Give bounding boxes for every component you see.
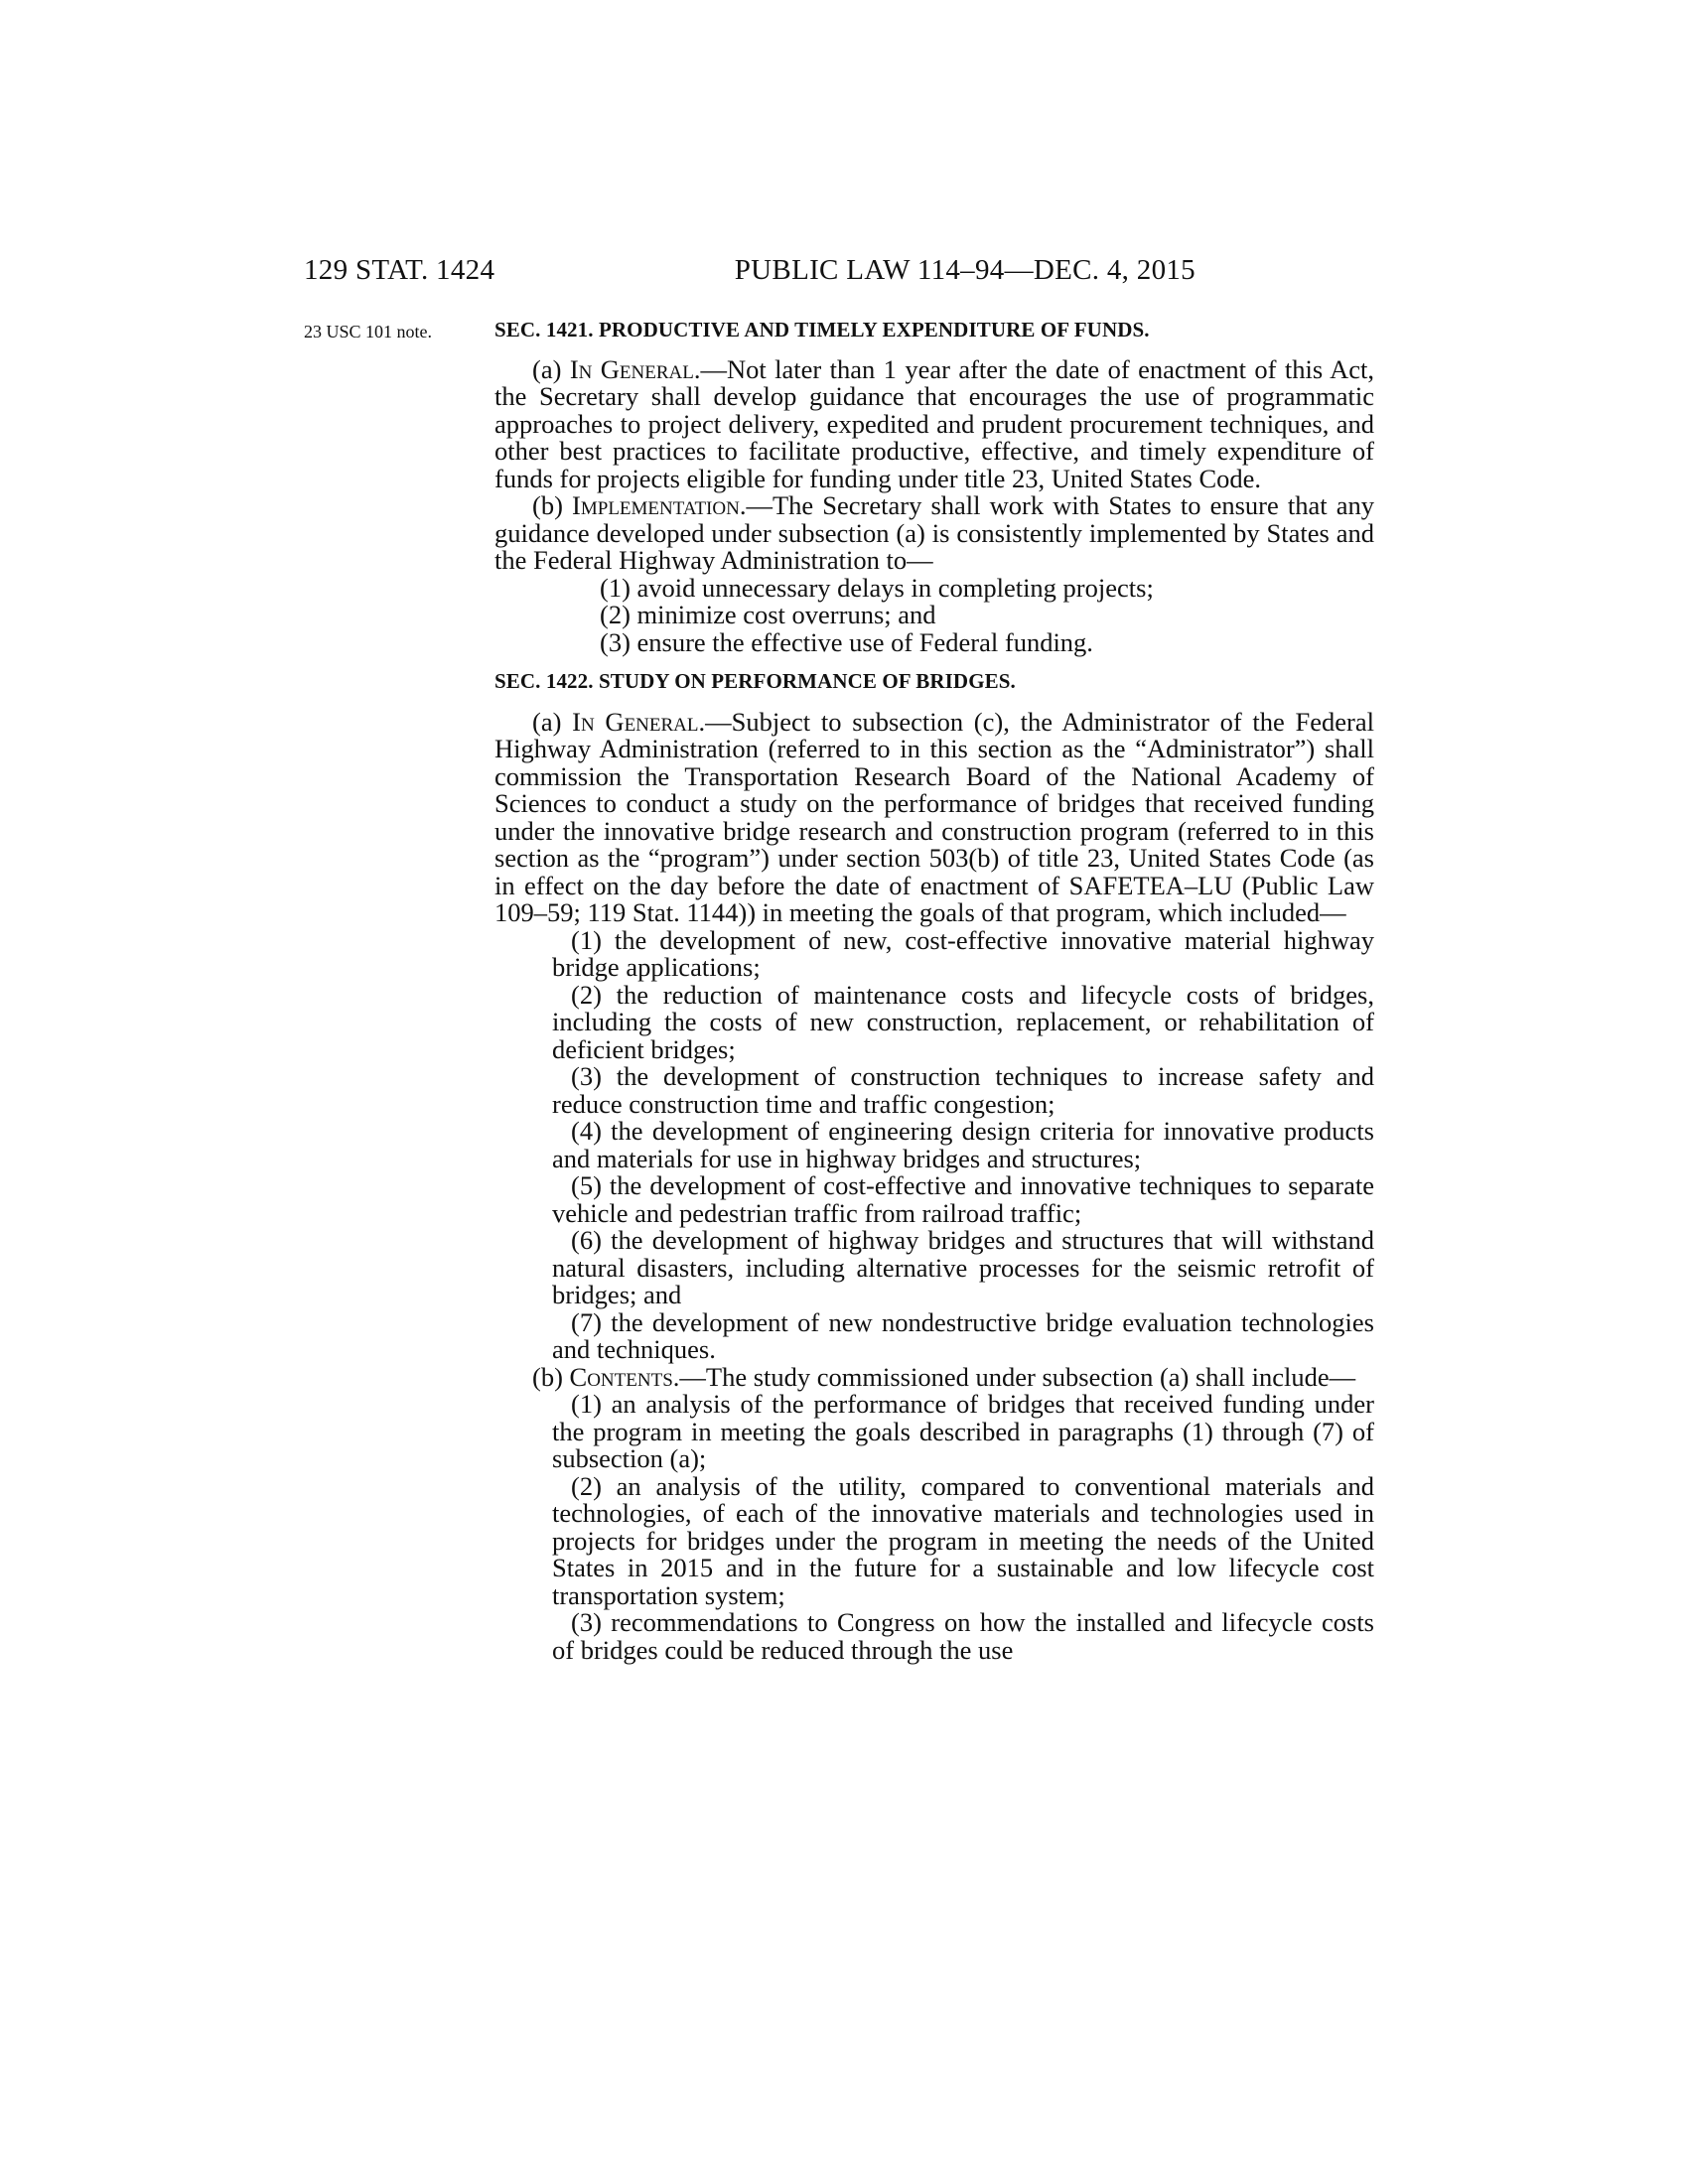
running-header (304, 250, 1196, 290)
subsection-text: .—The Secretary shall work with States to ensure that any guidance developed under subsection (a) is consistently implemented by States and the Federal Highway Administration to— (494, 490, 1374, 575)
subsection-label: (a) (532, 353, 570, 384)
section-1421-subsection-a (494, 353, 1374, 493)
section-1421-item-2: (2) minimize cost overruns; and (600, 600, 936, 629)
section-1421-subsection-b (494, 492, 1374, 575)
public-law-reference: PUBLIC LAW 114–94—DEC. 4, 2015 (734, 254, 1196, 286)
section-1422-b-paragraph-2: (2) an analysis of the utility, compared to conventional materials and technologies, of each of the innovative materials and technologies used in projects for bridges under the program in meeting the needs of the United States in 2015 and in the future for a sustainable and low lifecycle cost transportation system; (552, 1470, 1374, 1610)
subsection-title: Implementation (572, 490, 740, 520)
usc-margin-note: 23 USC 101 note. (304, 322, 433, 341)
subsection-label: (a) (532, 706, 573, 737)
section-1421-item-1: (1) avoid unnecessary delays in completing projects; (600, 572, 1154, 603)
section-1422-a-paragraph-7: (7) the development of new nondestructive bridge evaluation technologies and techniques. (552, 1306, 1374, 1364)
section-1422-a-paragraph-6: (6) the development of highway bridges and structures that will withstand natural disasters, including alternative processes for the seismic retrofit of bridges; and (552, 1225, 1374, 1309)
section-1421-heading: SEC. 1421. PRODUCTIVE AND TIMELY EXPENDITURE OF FUNDS. (494, 318, 1150, 341)
section-1422-heading: SEC. 1422. STUDY ON PERFORMANCE OF BRIDGES. (494, 669, 1016, 693)
section-1422-a-paragraph-4: (4) the development of engineering design criteria for innovative products and materials for use in highway bridges and structures; (552, 1116, 1374, 1173)
subsection-text: .—Subject to subsection (c), the Administrator of the Federal Highway Administration (referred to in this section as the “Administrator”) shall commission the Transportation Research Board of the National Academy of Sciences to conduct a study on the performance of bridges that received funding under the innovative bridge research and construction program (referred to in this section as the “program”) under section 503(b) of title 23, United States Code (as in effect on the day before the date of enactment of SAFETEA–LU (Public Law 109–59; 119 Stat. 1144)) in meeting the goals of that program, which included— (494, 706, 1374, 927)
subsection-title: Contents (569, 1361, 673, 1392)
subsection-label: (b) (532, 1361, 570, 1392)
section-1422-subsection-a (494, 706, 1374, 927)
section-1422-b-paragraph-1: (1) an analysis of the performance of bridges that received funding under the program in meeting the goals described in paragraphs (1) through (7) of subsection (a); (552, 1389, 1374, 1473)
section-1422-a-paragraph-2: (2) the reduction of maintenance costs and lifecycle costs of bridges, including the costs of new construction, replacement, or rehabilitation of deficient bridges; (552, 979, 1374, 1064)
subsection-text: .—Not later than 1 year after the date of enactment of this Act, the Secretary shall develop guidance that encourages the use of programmatic approaches to project delivery, expedited and prudent procurement techniques, and other best practices to facilitate productive, effective, and timely expenditure of funds for projects eligible for funding under title 23, United States Code. (494, 353, 1374, 493)
body-text (494, 312, 1374, 1664)
subsection-text: .—The study commissioned under subsection (a) shall include— (672, 1361, 1356, 1392)
section-1422-a-paragraph-1: (1) the development of new, cost-effective innovative material highway bridge applications; (552, 924, 1374, 982)
section-1422-b-paragraph-3: (3) recommendations to Congress on how the installed and lifecycle costs of bridges could be reduced through the use (552, 1607, 1374, 1665)
subsection-title: In General (569, 353, 694, 384)
subsection-label: (b) (532, 490, 573, 520)
section-1422-subsection-b (494, 1361, 1374, 1392)
statute-page-reference: 129 STAT. 1424 (304, 254, 495, 286)
section-1421-item-3: (3) ensure the effective use of Federal funding. (600, 626, 1093, 657)
section-1422-a-paragraph-5: (5) the development of cost-effective and innovative techniques to separate vehicle and pedestrian traffic from railroad traffic; (552, 1170, 1374, 1228)
section-1422-a-paragraph-3: (3) the development of construction techniques to increase safety and reduce construction time and traffic congestion; (552, 1061, 1374, 1119)
subsection-title: In General (572, 706, 699, 737)
